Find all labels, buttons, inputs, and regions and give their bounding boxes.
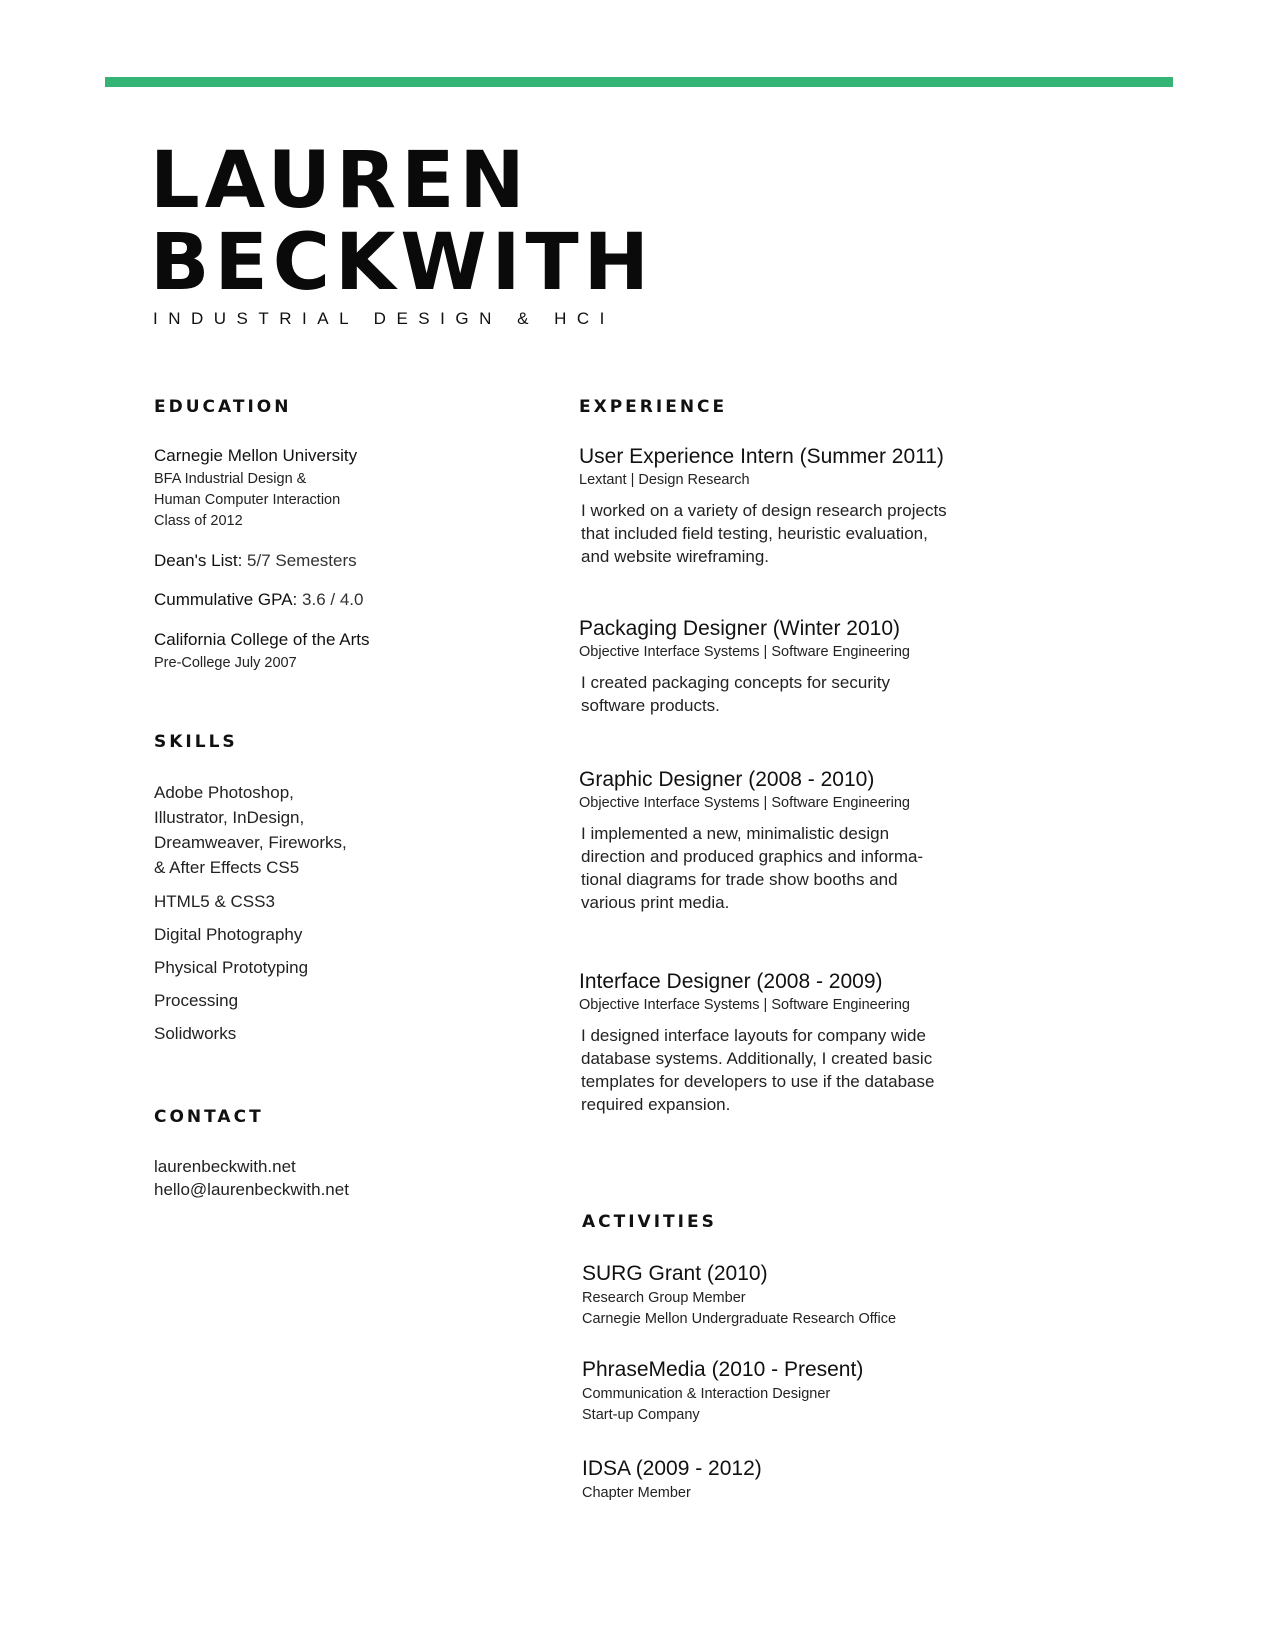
contact-info (154, 1155, 349, 1201)
job-title: Graphic Designer (2008 - 2010) (579, 768, 875, 791)
job-description-line: and website wireframing. (581, 547, 770, 566)
job-title: User Experience Intern (Summer 2011) (579, 445, 944, 468)
activity-detail-line: Research Group Member (582, 1290, 746, 1306)
activities-heading: ACTIVITIES (582, 1212, 717, 1232)
skills-heading: SKILLS (154, 732, 238, 752)
gpa-label: Cummulative GPA: (154, 590, 298, 609)
deans-list-value: 5/7 Semesters (247, 551, 357, 570)
skill-item: Physical Prototyping (154, 958, 309, 977)
deans-list (154, 551, 357, 571)
job-description-line: I created packaging concepts for security (581, 673, 890, 692)
school-name: California College of the Arts (154, 630, 370, 649)
job-organization: Objective Interface Systems | Software Engineering (579, 795, 910, 811)
experience-entry (579, 768, 981, 914)
experience-entry (579, 970, 981, 1116)
gpa (154, 590, 363, 610)
first-name: LAUREN (150, 136, 530, 226)
job-title: Packaging Designer (Winter 2010) (579, 617, 900, 640)
skill-line: Adobe Photoshop, (154, 783, 294, 802)
degree-line: Human Computer Interaction (154, 492, 341, 508)
job-organization: Lextant | Design Research (579, 472, 750, 488)
deans-list-label: Dean's List: (154, 551, 243, 570)
skill-line: Illustrator, InDesign, (154, 808, 305, 827)
top-accent-rule (105, 77, 1173, 87)
education-heading: EDUCATION (154, 397, 292, 417)
job-description-line: software products. (581, 696, 720, 715)
contact-heading: CONTACT (154, 1107, 264, 1127)
job-description-line: that included field testing, heuristic evaluation, (581, 524, 928, 543)
contact-email[interactable]: hello@laurenbeckwith.net (154, 1180, 349, 1199)
job-title: Interface Designer (2008 - 2009) (579, 970, 883, 993)
education-school-cca (154, 630, 369, 674)
activity-detail-line: Start-up Company (582, 1407, 700, 1423)
job-description (581, 1024, 981, 1116)
job-description (581, 499, 981, 568)
contact-website[interactable]: laurenbeckwith.net (154, 1157, 296, 1176)
activity-title: IDSA (2009 - 2012) (582, 1457, 762, 1480)
job-description-line: various print media. (581, 893, 730, 912)
activity-title: SURG Grant (2010) (582, 1262, 768, 1285)
job-description (581, 671, 981, 717)
activity-entry (582, 1358, 863, 1426)
job-organization: Objective Interface Systems | Software Engineering (579, 644, 910, 660)
class-year: Class of 2012 (154, 513, 243, 529)
activity-detail-line: Carnegie Mellon Undergraduate Research Office (582, 1311, 897, 1327)
job-description (581, 822, 981, 914)
tagline: INDUSTRIAL DESIGN & HCI (153, 309, 615, 328)
last-name: BECKWITH (150, 218, 654, 308)
experience-entry (579, 445, 981, 568)
skill-line: Dreamweaver, Fireworks, (154, 833, 347, 852)
skills-software-group (154, 780, 347, 880)
skill-item: Processing (154, 991, 239, 1010)
school-name: Carnegie Mellon University (154, 446, 358, 465)
activity-entry (582, 1262, 896, 1330)
activity-detail (582, 1384, 863, 1426)
skill-line: & After Effects CS5 (154, 858, 300, 877)
activity-entry (582, 1457, 762, 1504)
job-description-line: required expansion. (581, 1095, 731, 1114)
job-description-line: tional diagrams for trade show booths and (581, 870, 898, 889)
job-description-line: database systems. Additionally, I created basic (581, 1049, 933, 1068)
resume-name (150, 136, 654, 308)
experience-heading: EXPERIENCE (579, 397, 728, 417)
activity-detail (582, 1288, 896, 1330)
education-school-cmu (154, 446, 357, 532)
skill-item: HTML5 & CSS3 (154, 892, 275, 911)
school-detail (154, 469, 357, 532)
skill-item: Digital Photography (154, 925, 303, 944)
activity-detail-line: Communication & Interaction Designer (582, 1386, 831, 1402)
job-organization: Objective Interface Systems | Software Engineering (579, 997, 910, 1013)
skill-item: Solidworks (154, 1024, 237, 1043)
job-description-line: templates for developers to use if the database (581, 1072, 935, 1091)
degree-line: BFA Industrial Design & (154, 471, 307, 487)
school-detail: Pre-College July 2007 (154, 655, 297, 671)
gpa-value: 3.6 / 4.0 (302, 590, 364, 609)
job-description-line: I implemented a new, minimalistic design (581, 824, 890, 843)
activity-detail: Chapter Member (582, 1485, 691, 1501)
experience-entry (579, 617, 981, 717)
job-description-line: direction and produced graphics and informa- (581, 847, 924, 866)
job-description-line: I designed interface layouts for company wide (581, 1026, 926, 1045)
job-description-line: I worked on a variety of design research projects (581, 501, 947, 520)
activity-title: PhraseMedia (2010 - Present) (582, 1358, 864, 1381)
